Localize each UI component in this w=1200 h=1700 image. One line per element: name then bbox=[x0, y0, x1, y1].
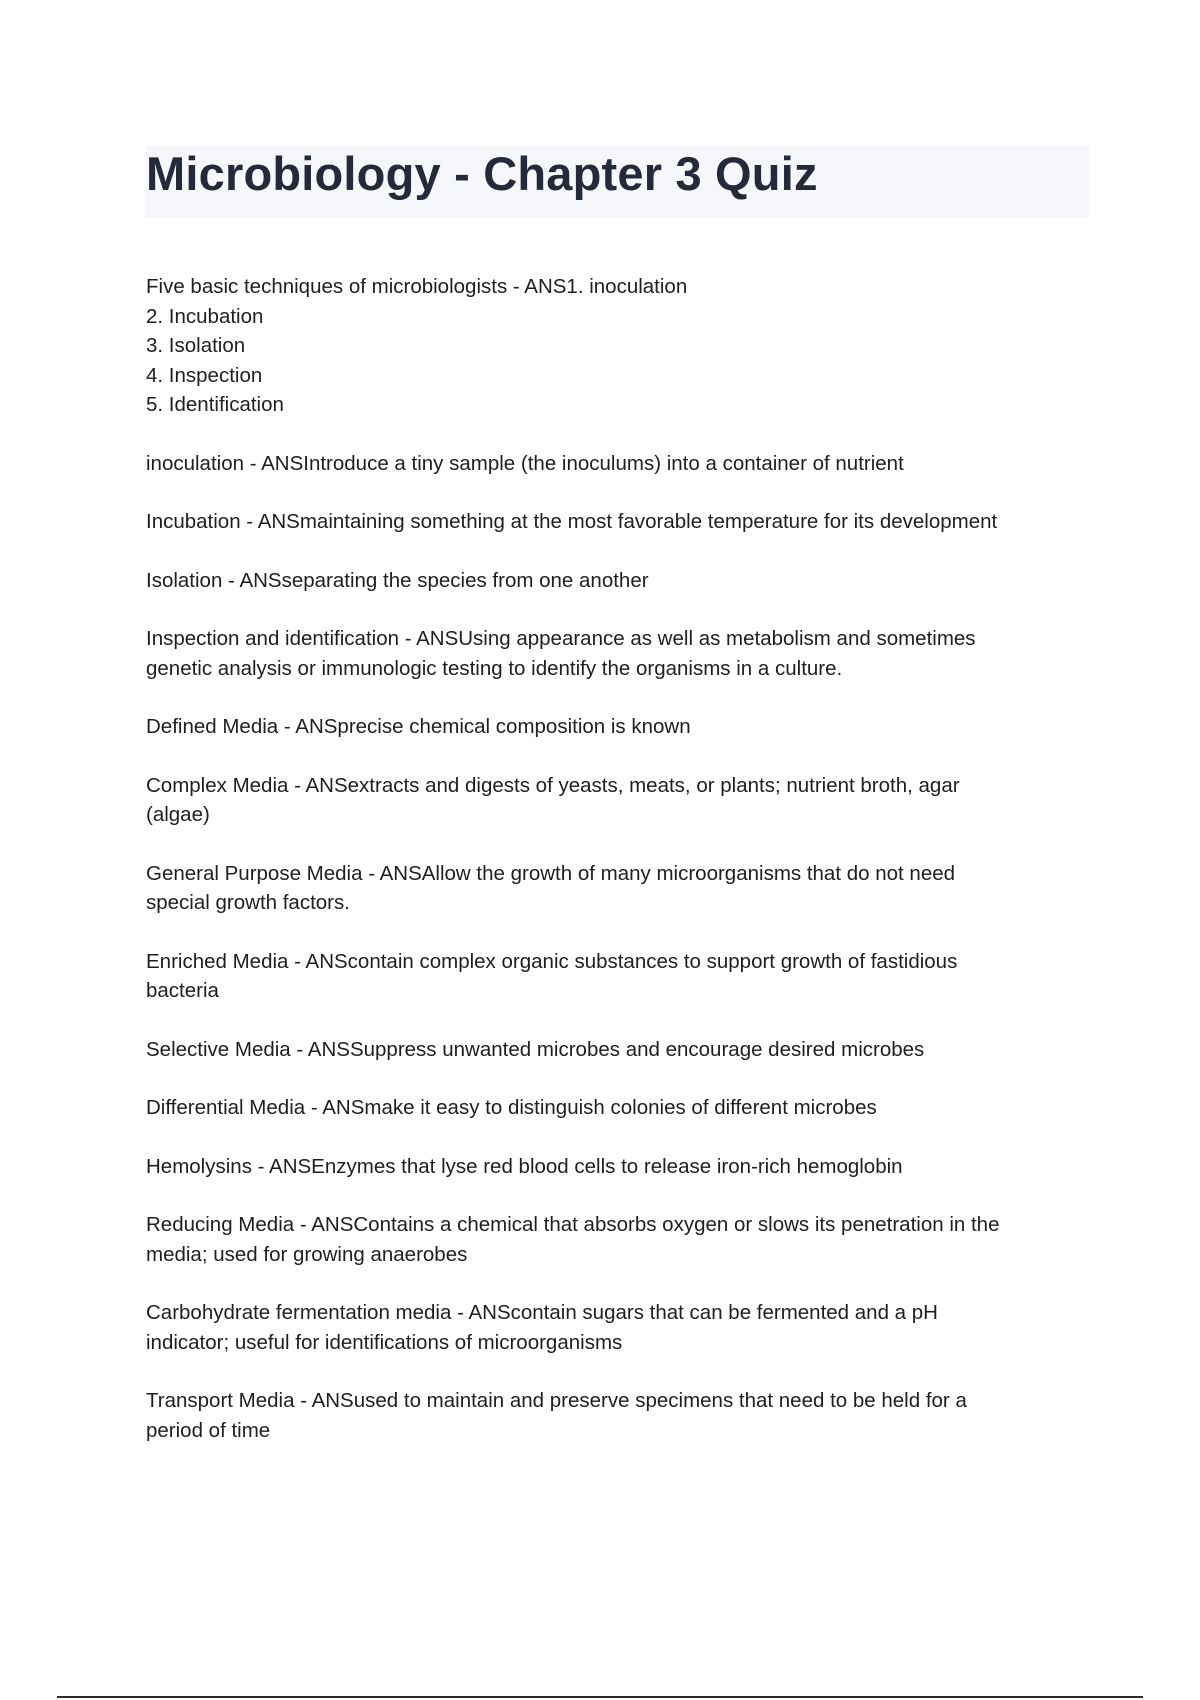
title-band bbox=[146, 146, 1089, 218]
qa-line: Selective Media - ANSSuppress unwanted microbes and encourage desired microbes bbox=[146, 1037, 925, 1061]
qa-entry bbox=[146, 449, 1086, 479]
qa-line: genetic analysis or immunologic testing to identify the organisms in a culture. bbox=[146, 656, 843, 680]
qa-line: 4. Inspection bbox=[146, 363, 263, 387]
qa-line: special growth factors. bbox=[146, 891, 350, 914]
qa-entry bbox=[146, 1035, 1086, 1065]
qa-line: Reducing Media - ANSContains a chemical that absorbs oxygen or slows its penetration in the bbox=[146, 1213, 1000, 1236]
qa-line: 2. Incubation bbox=[146, 304, 264, 328]
qa-line: Inspection and identification - ANSUsing appearance as well as metabolism and sometimes bbox=[146, 627, 976, 650]
qa-entry bbox=[146, 566, 1086, 596]
qa-line: Incubation - ANSmaintaining something at the most favorable temperature for its development bbox=[146, 510, 998, 533]
qa-entry bbox=[146, 272, 1086, 420]
qa-line: Differential Media - ANSmake it easy to distinguish colonies of different microbes bbox=[146, 1096, 877, 1119]
qa-line: (algae) bbox=[146, 803, 210, 826]
qa-line: Five basic techniques of microbiologists - ANS1. inoculation bbox=[146, 275, 688, 298]
qa-line: period of time bbox=[146, 1418, 271, 1442]
page-bottom-divider bbox=[57, 1696, 1143, 1698]
qa-entry bbox=[146, 1298, 1086, 1357]
qa-line: Enriched Media - ANScontain complex organic substances to support growth of fastidious bbox=[146, 949, 958, 973]
page-title: Microbiology - Chapter 3 Quiz bbox=[146, 147, 818, 200]
qa-line: inoculation - ANSIntroduce a tiny sample (the inoculums) into a container of nutrient bbox=[146, 451, 904, 475]
qa-line: Isolation - ANSseparating the species from one another bbox=[146, 568, 649, 592]
qa-entry bbox=[146, 1386, 1086, 1445]
qa-line: Complex Media - ANSextracts and digests of yeasts, meats, or plants; nutrient broth, agar bbox=[146, 773, 960, 797]
qa-line: 3. Isolation bbox=[146, 334, 246, 357]
qa-entry bbox=[146, 771, 1086, 830]
qa-line: Hemolysins - ANSEnzymes that lyse red blood cells to release iron-rich hemoglobin bbox=[146, 1154, 903, 1178]
qa-line: Carbohydrate fermentation media - ANScontain sugars that can be fermented and a pH bbox=[146, 1301, 938, 1324]
qa-line: 5. Identification bbox=[146, 393, 284, 416]
qa-line: Transport Media - ANSused to maintain and preserve specimens that need to be held for a bbox=[146, 1389, 967, 1412]
qa-line: General Purpose Media - ANSAllow the growth of many microorganisms that do not need bbox=[146, 861, 956, 885]
qa-entry bbox=[146, 1093, 1086, 1123]
qa-entry bbox=[146, 947, 1086, 1006]
qa-entry bbox=[146, 859, 1086, 918]
qa-entry bbox=[146, 1152, 1086, 1182]
qa-line: bacteria bbox=[146, 979, 219, 1002]
qa-line: Defined Media - ANSprecise chemical composition is known bbox=[146, 715, 691, 738]
qa-line: indicator; useful for identifications of microorganisms bbox=[146, 1330, 623, 1354]
qa-entry bbox=[146, 624, 1086, 683]
qa-line: media; used for growing anaerobes bbox=[146, 1242, 468, 1266]
qa-entry bbox=[146, 507, 1086, 537]
qa-entry bbox=[146, 1210, 1086, 1269]
qa-entry bbox=[146, 712, 1086, 742]
quiz-content bbox=[146, 272, 1086, 1474]
